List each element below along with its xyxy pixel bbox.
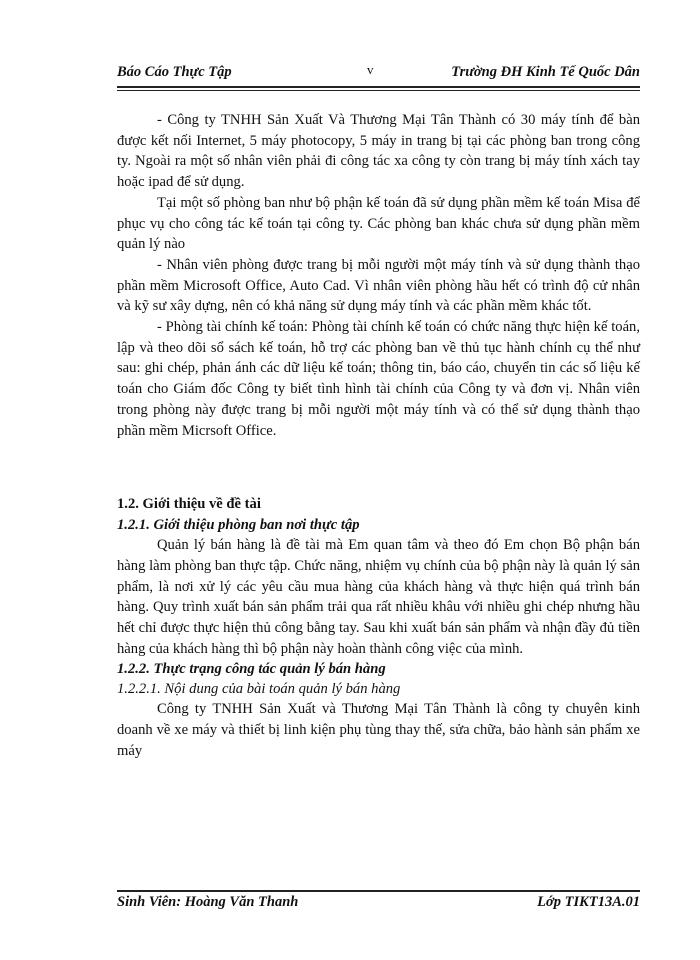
footer-rule — [117, 890, 640, 892]
paragraph-finance-department: - Phòng tài chính kế toán: Phòng tài chính kế toán có chức năng thực hiện kế toán, lập và theo dõi sổ sách kế toán, hỗ trợ các phòng ban về thủ tục hành chính cụ thể như sau: ghi chép, phản ánh các dữ liệu kế toán; thông tin, báo cáo, chuyển tin các số liệu kế toán cho Giám đốc Công ty biết tình hình tài chính của Công ty và đơn vị. Nhân viên trong phòng này được trang bị mỗi người một máy tính và có thể sử dụng thành thạo phần mềm Micrsoft Office. — [117, 319, 640, 439]
paragraph-staff-skills: - Nhân viên phòng được trang bị mỗi người một máy tính và sử dụng thành thạo phần mềm Microsoft Office, Auto Cad. Vì nhân viên phòng hầu hết có trình độ cử nhân và kỹ sư xây dựng, nên có khả năng sử dụng máy tính và các phần mềm khác tốt. — [117, 256, 640, 315]
paragraph-sales-department: Quản lý bán hàng là đề tài mà Em quan tâm và theo đó Em chọn Bộ phận bán hàng làm phòng ban thực tập. Chức năng, nhiệm vụ chính của bộ phận này là quản lý sản phẩm, là nơi xử lý các yêu cầu mua hàng của khách hàng và thực hiện quá trình bán hàng. Quy trình xuất bán sản phẩm trải qua rất nhiều khâu với nhiều ghi chép nhưng hầu hết chỉ được thực hiện thủ công bằng tay. Sau khi xuất bán sản phẩm và nhận đầy đủ tiền hàng của khách hàng thì bộ phận này hoàn thành công việc của mình. — [117, 537, 640, 657]
heading-1-2: 1.2. Giới thiệu về đề tài — [117, 496, 261, 513]
page-footer — [117, 894, 640, 916]
heading-1-2-2-1: 1.2.2.1. Nội dung của bài toán quản lý bán hàng — [117, 681, 401, 698]
header-page-number: v — [367, 62, 374, 77]
paragraph-accounting-software: Tại một số phòng ban như bộ phận kế toán đã sử dụng phần mềm kế toán Misa để phục vụ cho công tác kế toán tại công ty. Các phòng ban khác chưa sử dụng phần mềm quản lý nào — [117, 194, 640, 253]
page-header — [117, 62, 640, 84]
footer-class-code: Lớp TIKT13A.01 — [537, 894, 640, 910]
header-rule — [117, 86, 640, 88]
footer-student-name: Sinh Viên: Hoàng Văn Thanh — [117, 894, 299, 910]
header-rule-thin — [117, 90, 640, 91]
header-report-title: Báo Cáo Thực Tập — [117, 64, 232, 80]
section-gap — [117, 441, 640, 493]
page-body — [117, 110, 640, 762]
header-university: Trường ĐH Kinh Tế Quốc Dân — [451, 64, 640, 80]
heading-1-2-1: 1.2.1. Giới thiệu phòng ban nơi thực tập — [117, 517, 360, 534]
paragraph-company-business: Công ty TNHH Sản Xuất và Thương Mại Tân Thành là công ty chuyên kinh doanh về xe máy và thiết bị linh kiện phụ tùng thay thế, sửa chữa, bảo hành sản phẩm xe máy — [117, 701, 640, 759]
heading-1-2-2: 1.2.2. Thực trạng công tác quản lý bán hàng — [117, 661, 386, 678]
paragraph-equipment: - Công ty TNHH Sản Xuất Và Thương Mại Tân Thành có 30 máy tính để bàn được kết nối Internet, 5 máy photocopy, 5 máy in trang bị tại các phòng ban trong công ty. Ngoài ra một số nhân viên phải đi công tác xa công ty còn trang bị máy tính xách tay hoặc ipad để sử dụng. — [117, 112, 640, 191]
